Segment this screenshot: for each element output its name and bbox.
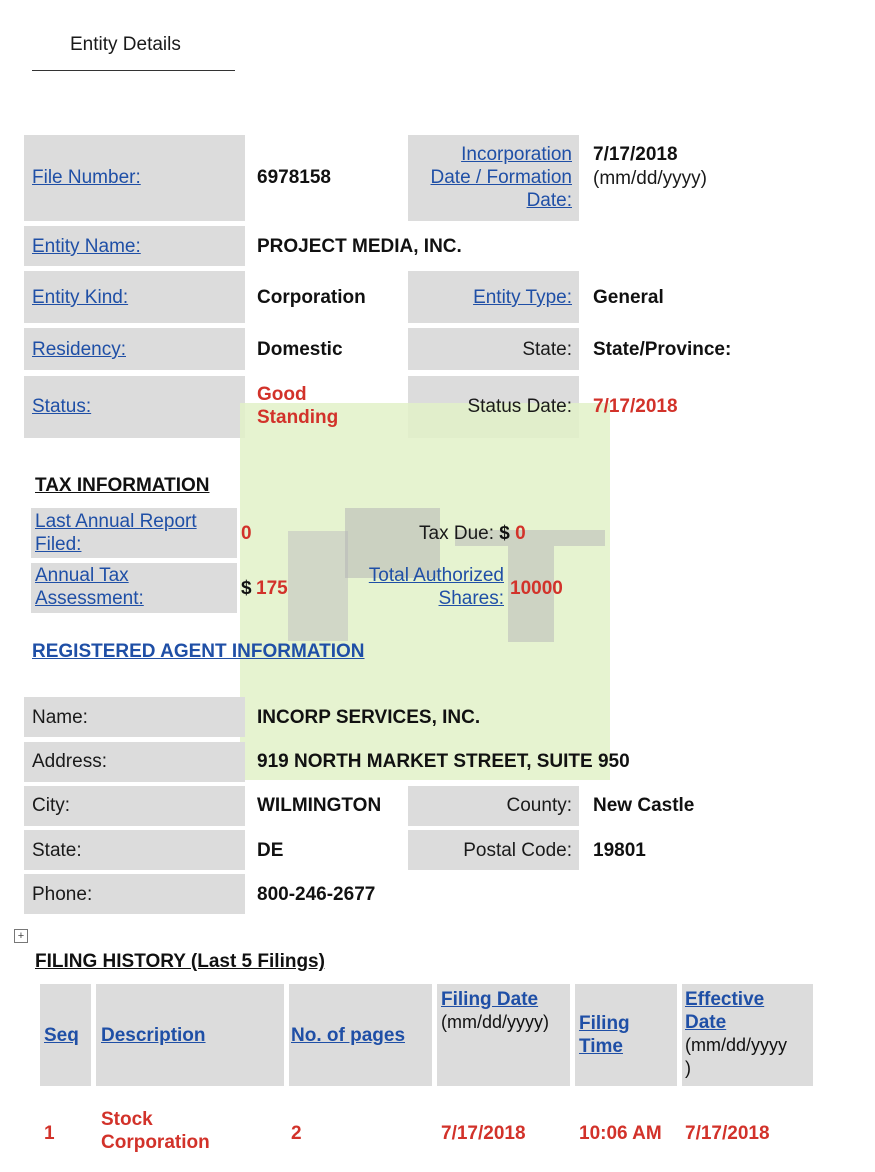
tax-info-heading: TAX INFORMATION <box>35 475 210 496</box>
row-desc: Stock Corporation <box>101 1109 210 1153</box>
state-value: State/Province: <box>593 339 732 360</box>
col-effective-format: (mm/dd/yyyy <box>685 1035 788 1055</box>
col-effective-link[interactable]: Effective <box>685 989 765 1010</box>
entity-kind-link[interactable]: Entity Kind: <box>32 287 129 308</box>
col-filing-date-link[interactable]: Filing Date <box>441 989 539 1010</box>
col-seq-header[interactable]: Seq <box>44 1025 79 1046</box>
inc-date-link-line3[interactable]: Date: <box>526 190 572 211</box>
last-report-link-line2[interactable]: Filed: <box>35 534 82 555</box>
shares-link[interactable]: Total Authorized <box>368 565 504 586</box>
assessment-link-line2[interactable]: Assessment: <box>35 588 144 609</box>
entity-type-link[interactable]: Entity Type: <box>473 287 572 308</box>
entity-name-link[interactable]: Entity Name: <box>32 236 141 257</box>
residency-value: Domestic <box>257 339 343 360</box>
col-pages-header[interactable]: No. of pages <box>291 1025 406 1046</box>
agent-phone-label: Phone: <box>32 884 93 905</box>
residency-link[interactable]: Residency: <box>32 339 126 360</box>
expand-icon[interactable]: + <box>14 929 28 943</box>
shares-label <box>340 564 504 610</box>
inc-date-link-line2[interactable]: Date / Formation <box>430 167 572 188</box>
inc-date-label <box>408 143 572 212</box>
watermark-logo-part <box>288 531 348 641</box>
state-label: State: <box>522 339 572 360</box>
shares-link-line2[interactable]: Shares: <box>438 588 504 609</box>
row-filing-time: 10:06 AM <box>579 1123 662 1144</box>
agent-address-value: 919 NORTH MARKET STREET, SUITE 950 <box>257 751 630 772</box>
tax-due-value: 0 <box>515 523 526 544</box>
tax-due-dollar: $ <box>499 523 510 544</box>
status-value: Good Standing <box>257 384 339 428</box>
agent-heading-link[interactable]: REGISTERED AGENT INFORMATION <box>32 641 365 662</box>
agent-city-value: WILMINGTON <box>257 795 382 816</box>
agent-state-value: DE <box>257 840 284 861</box>
agent-name-value: INCORP SERVICES, INC. <box>257 707 481 728</box>
agent-name-label: Name: <box>32 707 88 728</box>
entity-kind-value: Corporation <box>257 287 366 308</box>
page-title: Entity Details <box>70 34 181 55</box>
col-filing-time-link[interactable]: Filing <box>579 1013 630 1034</box>
last-report-value: 0 <box>241 523 252 544</box>
assessment-dollar: $ <box>241 578 252 599</box>
agent-postal-value: 19801 <box>593 840 646 861</box>
col-desc-header[interactable]: Description <box>101 1025 206 1046</box>
title-underline <box>32 70 235 71</box>
entity-name-value: PROJECT MEDIA, INC. <box>257 236 462 257</box>
agent-state-label: State: <box>32 840 82 861</box>
assessment-value <box>241 577 288 600</box>
inc-date-value: 7/17/2018 <box>593 144 678 165</box>
col-filing-date-header <box>441 988 549 1034</box>
row-effective-date: 7/17/2018 <box>685 1123 770 1144</box>
status-link[interactable]: Status: <box>32 396 92 417</box>
file-number-link[interactable]: File Number: <box>32 167 141 188</box>
filing-history-heading: FILING HISTORY (Last 5 Filings) <box>35 951 325 972</box>
col-filing-time-link-line2[interactable]: Time <box>579 1036 624 1057</box>
assessment-link[interactable]: Annual Tax <box>35 565 129 586</box>
row-pages: 2 <box>291 1123 302 1144</box>
col-effective-header <box>685 988 787 1080</box>
assessment-label <box>35 564 144 610</box>
col-filing-time-header <box>579 1012 630 1058</box>
assessment-amount: 175 <box>256 578 288 599</box>
agent-address-label: Address: <box>32 751 107 772</box>
agent-county-value: New Castle <box>593 795 695 816</box>
shares-value: 10000 <box>510 578 563 599</box>
agent-phone-value: 800-246-2677 <box>257 884 376 905</box>
col-filing-date-format: (mm/dd/yyyy) <box>441 1012 549 1032</box>
file-number-value: 6978158 <box>257 167 331 188</box>
col-effective-format-end: ) <box>685 1058 691 1078</box>
last-report-link[interactable]: Last Annual Report <box>35 511 197 532</box>
col-effective-link-line2[interactable]: Date <box>685 1012 727 1033</box>
last-report-label <box>35 510 197 556</box>
row-filing-date: 7/17/2018 <box>441 1123 526 1144</box>
inc-date-format: (mm/dd/yyyy) <box>593 168 707 189</box>
status-date-label: Status Date: <box>467 396 572 417</box>
row-seq: 1 <box>44 1123 55 1144</box>
entity-type-value: General <box>593 287 664 308</box>
status-date-value: 7/17/2018 <box>593 396 678 417</box>
agent-postal-label: Postal Code: <box>463 840 572 861</box>
agent-city-label: City: <box>32 795 70 816</box>
agent-county-label: County: <box>506 795 572 816</box>
tax-due-label: Tax Due: <box>419 523 494 544</box>
inc-date-link[interactable]: Incorporation <box>461 144 572 165</box>
tax-due <box>419 522 526 545</box>
